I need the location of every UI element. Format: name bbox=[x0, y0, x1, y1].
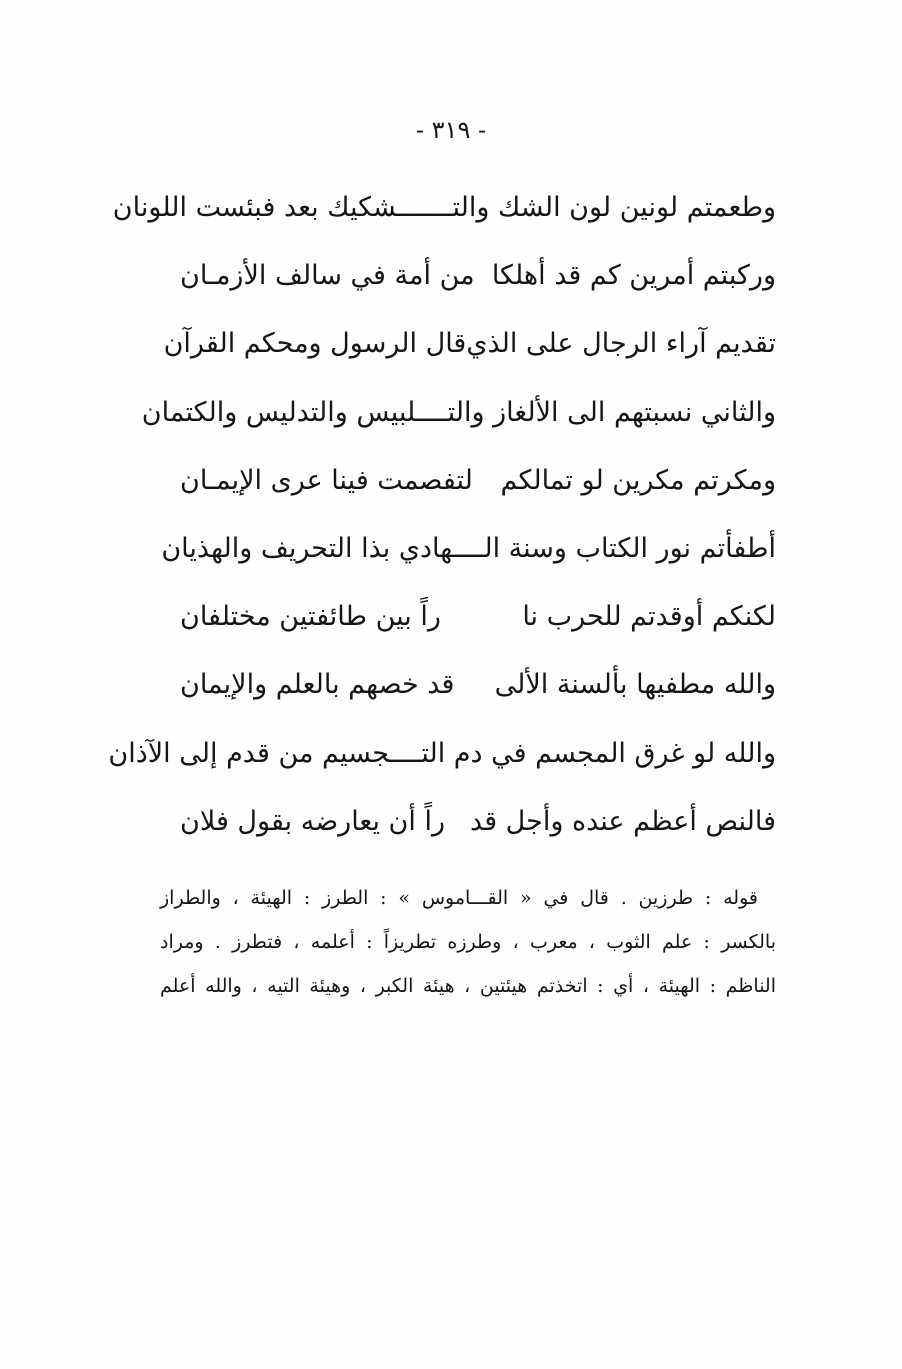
verse-8-first-hemistich: والله مطفيها بألسنة الألى bbox=[494, 669, 776, 701]
footnote bbox=[160, 876, 776, 1008]
verse-6-text: أطفأتم نور الكتاب وسنة الــــهادي بذا التحريف والهذيان bbox=[161, 532, 776, 564]
verse-9-text: والله لو غرق المجسم في دم التــــجسيم من قدم إلى الآذان bbox=[108, 737, 776, 769]
footnote-line-1: قوله : طرزين . قال في « القـــاموس » : الطرز : الهيئة ، والطراز bbox=[160, 887, 758, 909]
verse-7-second-hemistich: راً بين طائفتين مختلفان bbox=[180, 601, 441, 633]
verse-10-first-hemistich: فالنص أعظم عنده وأجل قد bbox=[470, 805, 776, 837]
verse-5-second-hemistich: لتفصمت فينا عرى الإيمـان bbox=[180, 464, 473, 496]
verse-10-second-hemistich: راً أن يعارضه بقول فلان bbox=[180, 805, 445, 837]
poem-verses bbox=[108, 183, 776, 865]
verse-10 bbox=[180, 797, 776, 865]
footnote-line-3: الناظم : الهيئة ، أي : اتخذتم هيئتين ، هيئة الكبر ، وهيئة التيه ، والله أعلم bbox=[160, 975, 776, 997]
verse-7-first-hemistich: لكنكم أوقدتم للحرب نا bbox=[522, 601, 776, 633]
verse-3 bbox=[163, 319, 776, 387]
verse-7 bbox=[180, 592, 776, 660]
page-number: - ٣١٩ - bbox=[415, 116, 487, 144]
verse-5 bbox=[180, 456, 776, 524]
verse-9 bbox=[108, 729, 776, 797]
verse-1 bbox=[112, 183, 776, 251]
footnote-line-2: بالكسر : علم الثوب ، معرب ، وطرزه تطريزاً : أعلمه ، فتطرز . ومراد bbox=[160, 931, 776, 953]
verse-2-first-hemistich: وركبتم أمرين كم قد أهلكا bbox=[491, 260, 776, 292]
verse-3-first-hemistich: تقديم آراء الرجال على الذي bbox=[466, 328, 776, 360]
verse-5-first-hemistich: ومكرتم مكرين لو تمالكم bbox=[500, 464, 776, 496]
verse-6 bbox=[161, 524, 776, 592]
verse-4-text: والثاني نسبتهم الى الألغاز والتــــلبيس والتدليس والكتمان bbox=[141, 396, 776, 428]
verse-1-text: وطعمتم لونين لون الشك والتـــــــشكيك بعد فبئست اللونان bbox=[112, 192, 776, 223]
verse-8-second-hemistich: قد خصهم بالعلم والإيمان bbox=[180, 669, 455, 701]
verse-2-second-hemistich: من أمة في سالف الأزمـان bbox=[180, 260, 475, 292]
verse-2 bbox=[180, 251, 776, 319]
verse-4 bbox=[141, 388, 776, 456]
verse-8 bbox=[180, 660, 776, 728]
verse-3-second-hemistich: قال الرسول ومحكم القرآن bbox=[163, 328, 467, 360]
